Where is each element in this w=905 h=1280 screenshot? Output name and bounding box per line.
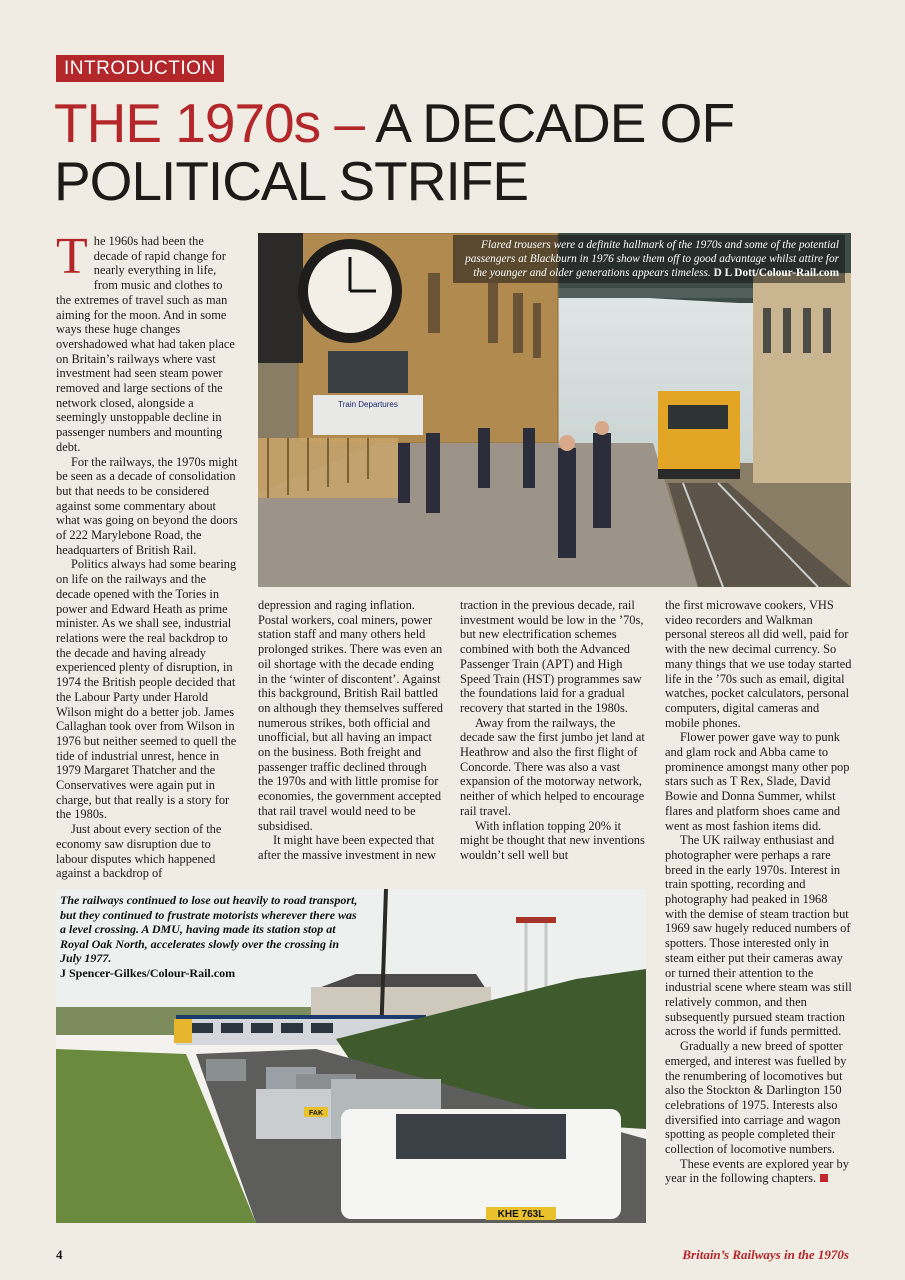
svg-text:KHE 763L: KHE 763L: [497, 1209, 545, 1220]
photo-credit: J Spencer-Gilkes/Colour-Rail.com: [60, 965, 236, 980]
photo-blackburn-station: [258, 233, 851, 587]
section-tag: INTRODUCTION: [56, 55, 224, 82]
article-paragraph: Politics always had some bearing on life on the railways and the decade opened with the Tories in power and Edward Heath as prime minister. As we shall see, industrial relations were the real backdrop to the decade and having already experienced plenty of disruption, in 1974 the British people decided that the Labour Party under Harold Wilson might do a better job. James Callaghan took over from Wilson in 1976 but neither seemed to quell the tide of industrial unrest, hence in 1979 Margaret Thatcher and the Conservatives were again put in charge, but that really is a story for the 1980s.: [56, 557, 237, 822]
photo-level-crossing: [56, 889, 646, 1223]
article-column-1: [56, 228, 238, 881]
article-column-3: [460, 598, 650, 863]
publication-title: Britain’s Railways in the 1970s: [682, 1247, 849, 1262]
photo-credit: D L Dott/Colour-Rail.com: [713, 267, 839, 279]
photo-caption-top: Flared trousers were a definite hallmark of the 1970s and some of the potential passengers at Blackburn in 1976 show them off to good advantage whilst attire for the younger and older generations appears timeless. D L Dott/Colour-Rail.com: [453, 235, 845, 283]
svg-text:Train Departures: Train Departures: [338, 400, 398, 409]
page-number: 4: [56, 1247, 63, 1262]
article-paragraph: For the railways, the 1970s might be seen as a decade of consolidation but that needs to be considered against some commentary about what was going on beyond the doors of 222 Marylebone Road, the headquarters of British Rail.: [56, 454, 238, 557]
photo-caption-bottom: The railways continued to lose out heavily to road transport, but they continued to frustrate motorists wherever there was a level crossing. A DMU, having made its station stop at Royal Oak North, accelerates slowly over the crossing in July 1977. J Spencer-Gilkes/Colour-Rail.com: [60, 893, 358, 980]
article-column-2: [258, 598, 444, 863]
article-paragraph: The 1960s had been the decade of rapid change for nearly everything in life, from music and clothes to the extremes of travel such as man aiming for the moon. And in some ways these huge changes overshadowed what had taken place on Britain’s railways where vast investment had seen steam power removed and large sections of the network closed, alongside a seemingly unstoppable decline in passenger numbers and mounting debt.: [56, 228, 235, 454]
article-paragraph: The UK railway enthusiast and photographer were perhaps a rare breed in the early 1970s. Interest in train spotting, recording and photography had peaked in 1968 with the demise of steam traction but 1969 saw hugely reduced numbers of spotters. Those interested only in steam either put their cameras away or turned their attention to the industrial scene where steam was still relatively common, and then subsequently pursued steam traction across the world if funds permitted.: [665, 833, 852, 1039]
article-paragraph: traction in the previous decade, rail investment would be low in the ’70s, but new electrification schemes combined with both the Advanced Passenger Train (APT) and High Speed Train (HST) programmes saw the foundations laid for a gradual recovery that started in the 1980s.: [460, 598, 644, 715]
page-title-red: THE 1970s –: [54, 92, 376, 154]
station-scene-image: [258, 233, 851, 587]
drop-cap: T: [56, 228, 88, 285]
article-paragraph: Flower power gave way to punk and glam rock and Abba came to prominence amongst many other pop stars such as T Rex, Slade, David Bowie and Donna Summer, whilst flares and platform shoes came and went as most fashion items did.: [665, 730, 850, 833]
article-paragraph: depression and raging inflation. Postal workers, coal miners, power station staff and many others held prolonged strikes. There was even an oil shortage with the decade ending in the ‘winter of discontent’. Against this background, British Rail battled on although they themselves suffered numerous strikes, both official and unofficial, but all having an impact on the business. Both freight and passenger traffic declined through the 1970s and with little promise for economies, the government accepted that rail travel would need to be subsidised.: [258, 598, 443, 833]
svg-text:FAK: FAK: [309, 1110, 323, 1117]
page-title-black: A DECADE OF POLITICAL STRIFE: [54, 92, 735, 212]
article-paragraph: It might have been expected that after the massive investment in new: [258, 833, 436, 862]
article-column-4: [665, 598, 852, 1186]
article-paragraph: Just about every section of the economy saw disruption due to labour disputes which happened against a backdrop of: [56, 822, 222, 881]
article-paragraph: With inflation topping 20% it might be thought that new inventions wouldn’t sell well but: [460, 818, 645, 862]
article-paragraph: These events are explored year by year in the following chapters.: [665, 1156, 849, 1186]
end-mark: [820, 1174, 828, 1182]
page-title: [54, 94, 874, 210]
article-paragraph: Away from the railways, the decade saw the first jumbo jet land at Heathrow and also the first flight of Concorde. There was also a vast expansion of the motorway network, neither of which helped to encourage rail travel.: [460, 715, 645, 818]
article-paragraph: the first microwave cookers, VHS video recorders and Walkman personal stereos all did well, paid for with the new decimal currency. So many things that we use today started life in the ’70s such as email, digital watches, pocket calculators, personal computers, digital cameras and mobile phones.: [665, 598, 852, 730]
article-paragraph: Gradually a new breed of spotter emerged, and interest was fuelled by the renumbering of locomotives but also the Stockton & Darlington 150 celebrations of 1975. Interests also diversified into carriage and wagon spotting as people completed their collection of locomotive numbers.: [665, 1039, 847, 1157]
